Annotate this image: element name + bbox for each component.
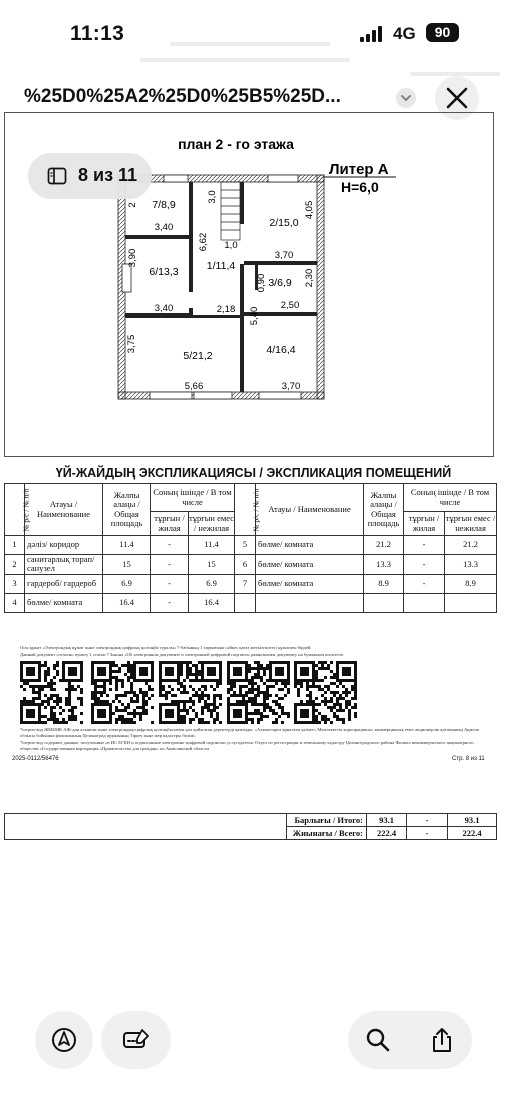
col-nonliving: тұрғын емес / нежилая <box>445 512 497 536</box>
room-label-3: 3/6,9 <box>268 277 292 289</box>
totals-table <box>4 813 497 840</box>
qr-code <box>227 661 290 724</box>
dim-label: 6,62 <box>198 232 209 252</box>
col-nonliving: тұрғын емес / нежилая <box>189 512 235 536</box>
page-indicator-label: 8 из 11 <box>78 165 138 185</box>
share-icon[interactable] <box>428 1026 456 1054</box>
stairs <box>221 182 240 240</box>
markup-icon <box>122 1026 150 1054</box>
dim-label: 4,05 <box>304 200 315 220</box>
col-living: тұрғын / жилая <box>151 512 189 536</box>
col-living: тұрғын / жилая <box>404 512 445 536</box>
room-label-5: 5/21,2 <box>183 350 213 362</box>
dim-label: 5,40 <box>249 306 260 326</box>
legal-note-kz: Осы құжат «Электрондық құжат және электрондық цифрлық қолтаңба туралы» 7-бабының 1 тармағына сәйкес қағаз жеткізгіштегі құжатпен бірдей. <box>20 645 312 650</box>
dim-label: 3,75 <box>126 334 137 354</box>
dim-label: 3,70 <box>281 381 301 392</box>
col-num: № р/с / № п/п <box>5 484 25 536</box>
col-name: Атауы / Наименование <box>256 484 364 536</box>
dim-label: 3,90 <box>127 248 138 268</box>
battery-icon: 90 <box>426 23 459 42</box>
document-title: %25D0%25A2%25D0%25B5%25D... <box>24 86 341 107</box>
qr-code <box>20 661 83 724</box>
dim-label: 5,66 <box>184 381 204 392</box>
plan-title: план 2 - го этажа <box>178 136 294 152</box>
qr-code <box>91 661 154 724</box>
vsego-living: - <box>407 827 448 840</box>
room-label-7: 7/8,9 <box>152 199 176 211</box>
explication-title: ҮЙ-ЖАЙДЫҢ ЭКСПЛИКАЦИЯСЫ / ЭКСПЛИКАЦИЯ ПОМЕЩЕНИЙ <box>55 466 452 480</box>
table-row: 3 гардероб/ гардероб 6.9 - 6.9 7 бөлме/ комната 8.9 - 8.9 <box>5 574 497 593</box>
explication-table <box>4 483 497 613</box>
dim-label: 3,0 <box>207 190 218 204</box>
dim-label: 1,0 <box>224 240 238 251</box>
network-type: 4G <box>393 24 416 43</box>
dim-label: 3,70 <box>274 250 294 261</box>
actions-group <box>348 1011 472 1069</box>
dim-label: 0,90 <box>256 273 267 293</box>
dim-label: 3,40 <box>154 303 174 314</box>
room-label-1: 1/11,4 <box>206 260 236 272</box>
col-area: Жалпы алаңы / Общая площадь <box>364 484 404 536</box>
document-page-number: Стр. 8 из 11 <box>452 756 485 762</box>
itogo-area: 93.1 <box>367 814 407 827</box>
room-label-2: 2/15,0 <box>269 217 299 229</box>
page-indicator[interactable] <box>28 153 152 199</box>
status-time: 11:13 <box>70 22 125 45</box>
document-number: 2025-0112/56476 <box>12 756 59 762</box>
table-row: 2 санитарлық торап/ санузел 15 - 15 6 бөлме/ комната 13.3 - 13.3 <box>5 555 497 575</box>
dim-label: 3,40 <box>154 222 174 233</box>
legal-note-ru: Данный документ согласно пункту 1 статьи 7 Закона «Об электронном документе и электронной цифровой подписи» равнозначен документу на бумажном носителе. <box>20 652 345 657</box>
dim-label: 2,30 <box>304 268 315 288</box>
dim-label: 2,18 <box>216 304 236 315</box>
dim-label: 2 <box>127 202 138 208</box>
col-incl: Соның ішінде / В том числе <box>151 484 235 512</box>
vsego-area: 222.4 <box>367 827 407 840</box>
table-row: 1 дәліз/ коридор 11.4 - 11.4 5 бөлме/ комната 21.2 - 21.2 <box>5 536 497 555</box>
room-label-4: 4/16,4 <box>266 344 296 356</box>
qr-code <box>159 661 222 724</box>
room-label-6: 6/13,3 <box>149 266 179 278</box>
plan-litera: Литер А <box>329 161 389 178</box>
search-icon[interactable] <box>364 1026 392 1054</box>
navigate-icon <box>50 1026 78 1054</box>
table-row: 4 бөлме/ комната 16.4 - 16.4 <box>5 593 497 612</box>
qr-code <box>294 661 357 724</box>
itogo-label: Барлығы / Итого: <box>287 814 367 827</box>
col-num: № р/с / № п/п <box>235 484 256 536</box>
vsego-label: Жиынағы / Всего: <box>287 827 367 840</box>
sidebar-icon <box>47 166 67 186</box>
plan-height: Н=6,0 <box>341 179 379 195</box>
col-area: Жалпы алаңы / Общая площадь <box>103 484 151 536</box>
barcode-note-kz: *штрих-код ЖМБМК АЖ-дан алынған және электрондық-цифрлық қолтаңбасымен қол қойылған деректерді қамтиды: «Азаматтарға арналған үкімет» Мемлекеттік корпорациясы» коммерциялық емес акционерлік қоғамының Ақмола облысы бойынша филиалының Целиноград ауданының Тіркеу және жер кадастры бөлімі. <box>20 727 479 738</box>
itogo-nonliving: 93.1 <box>448 814 497 827</box>
markup-button[interactable] <box>101 1011 171 1069</box>
itogo-living: - <box>407 814 448 827</box>
chevron-down-icon <box>396 88 416 108</box>
navigate-button[interactable] <box>35 1011 93 1069</box>
dim-label: 2,50 <box>280 300 300 311</box>
title-menu-button[interactable] <box>396 88 416 108</box>
vsego-nonliving: 222.4 <box>448 827 497 840</box>
barcode-note-ru: *штрих-код содержит данные, полученные из ИС ЕГКН и подписанные электронно-цифровой подписью услугодателя: Отдел по регистрации и земельному кадастру Целиноградского района Филиал некоммерческого акционерного общества «Государственная корпорация «Правительство для граждан» по Акмолинской области <box>20 740 474 751</box>
col-incl: Соның ішінде / В том числе <box>404 484 497 512</box>
cellular-signal-icon <box>360 26 384 42</box>
col-name: Атауы / Наименование <box>25 484 103 536</box>
